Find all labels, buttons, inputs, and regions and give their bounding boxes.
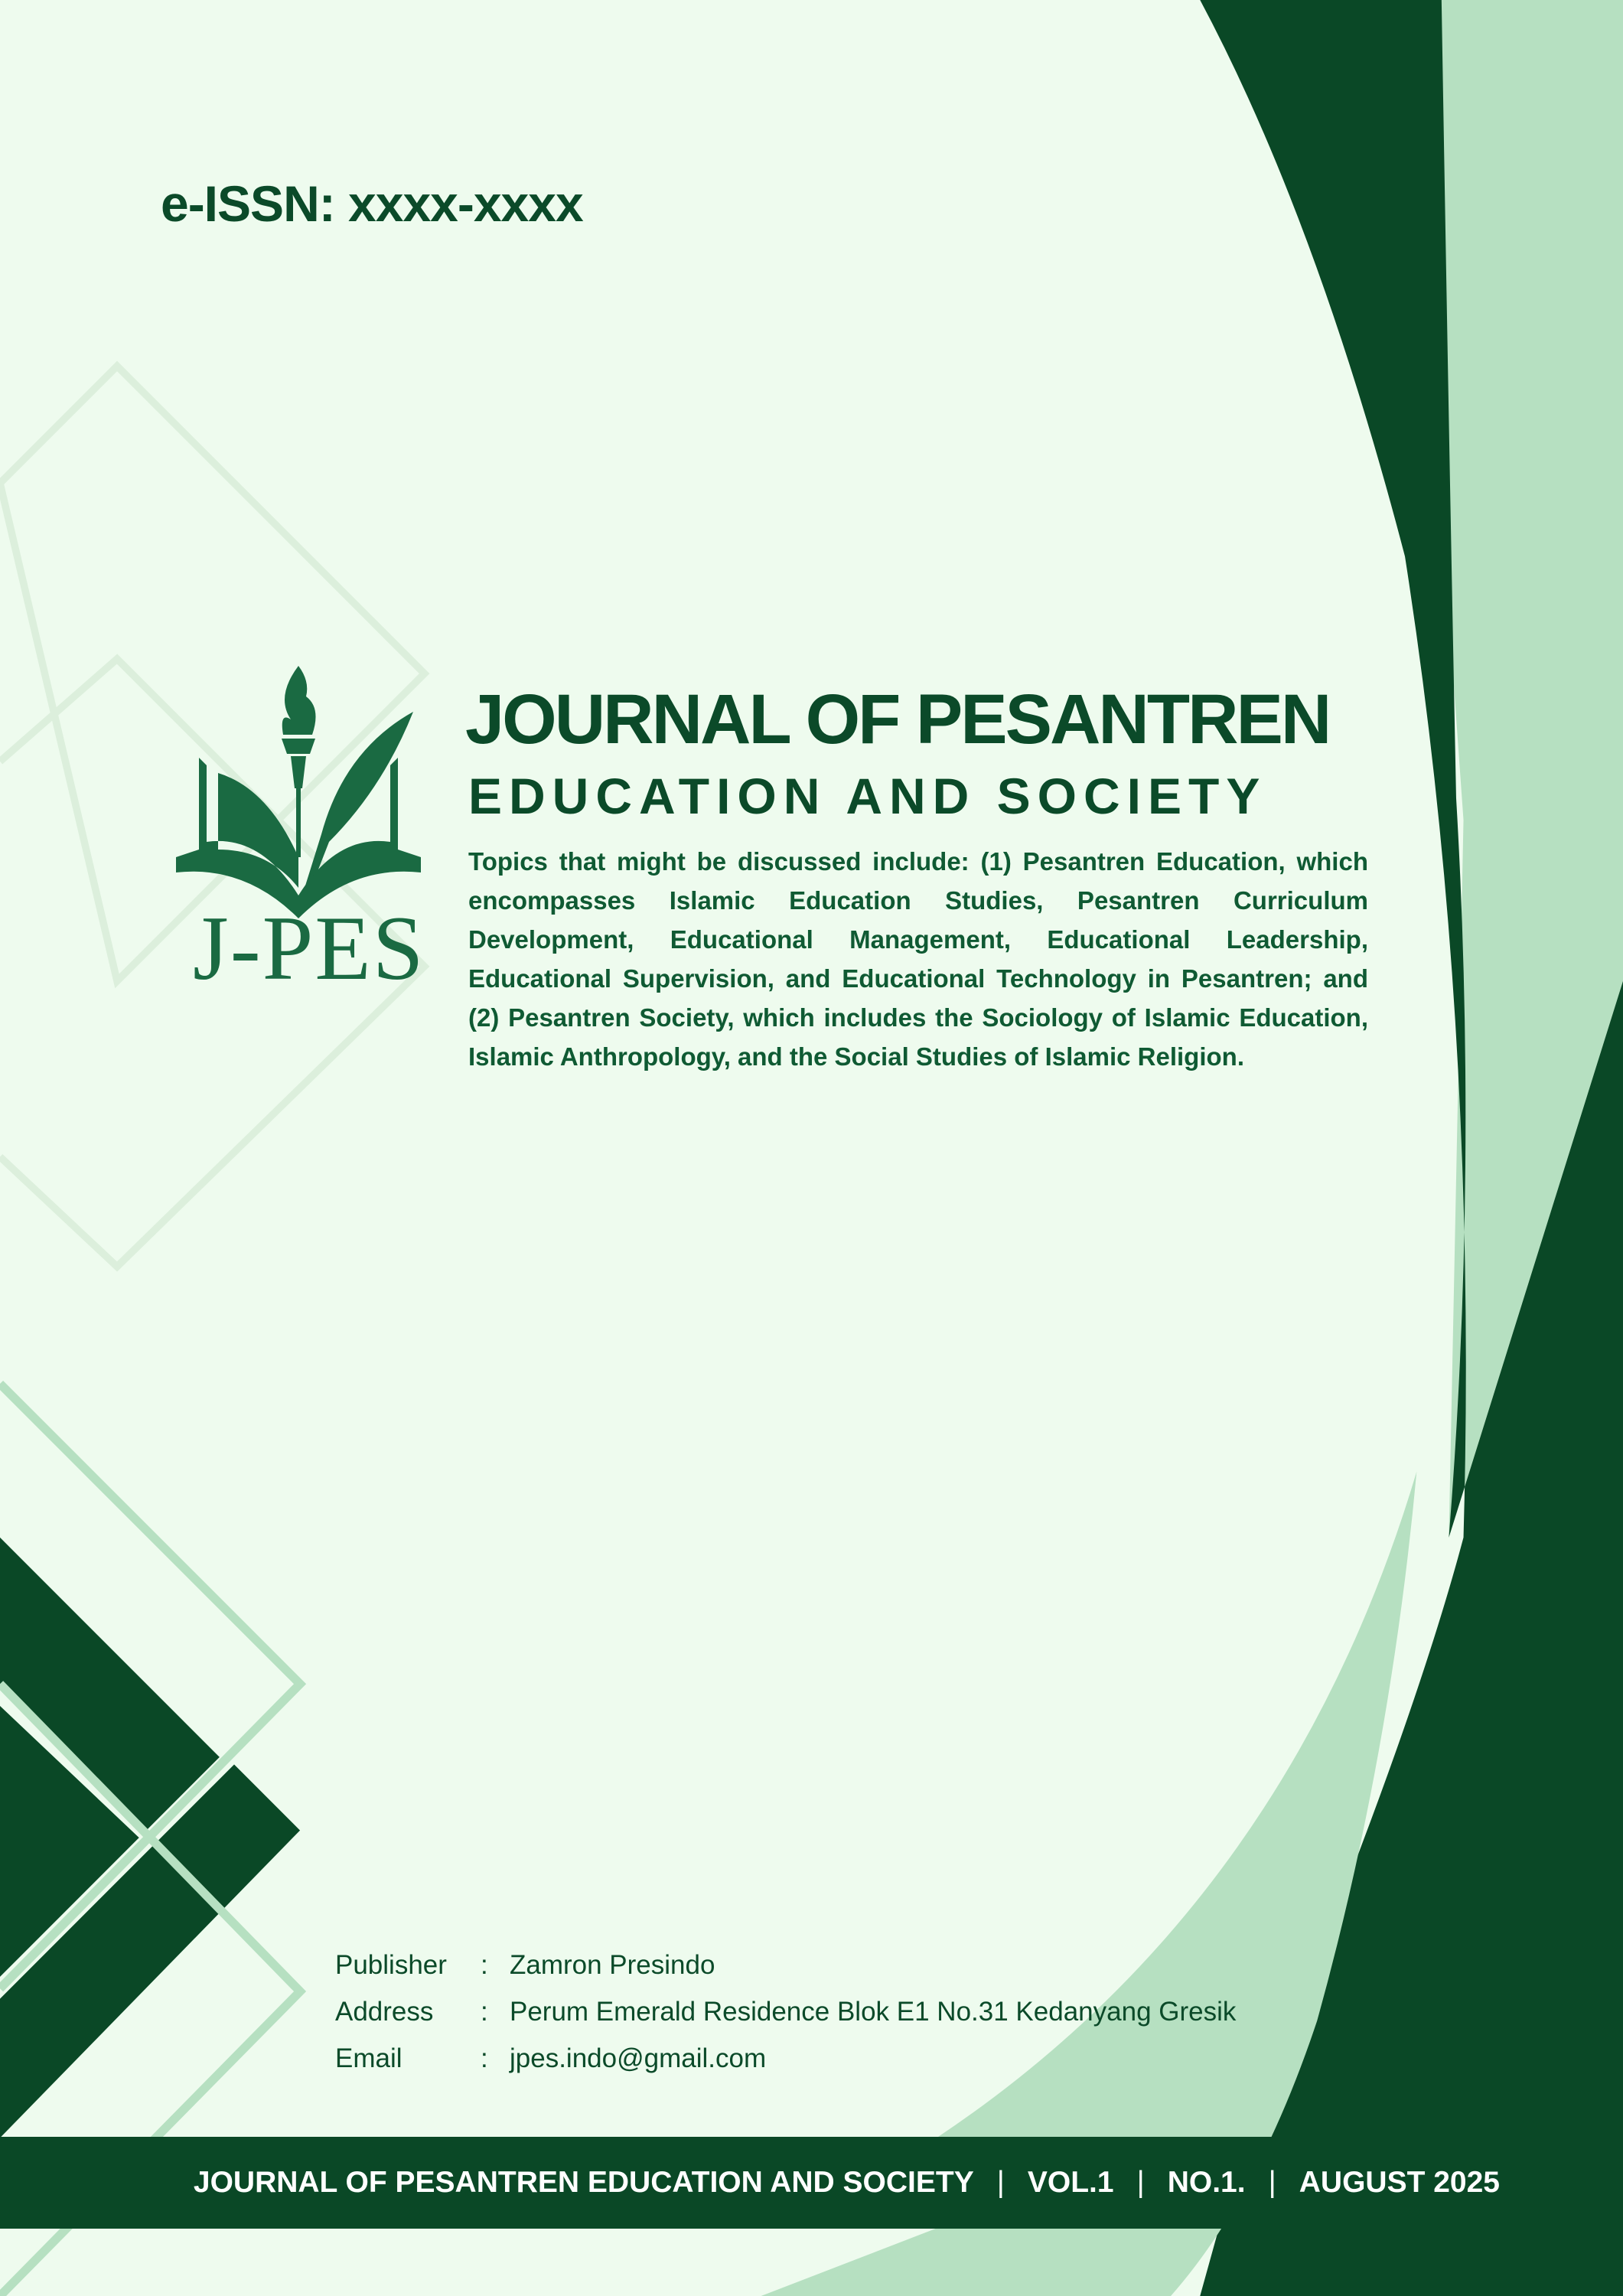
address-row <box>335 1997 1236 2027</box>
footer-separator: | <box>1268 2166 1276 2199</box>
footer-date: AUGUST 2025 <box>1299 2166 1500 2199</box>
info-colon: : <box>481 1997 488 2027</box>
journal-title-line1: JOURNAL OF PESANTREN <box>465 680 1330 758</box>
info-label: Publisher <box>335 1950 447 1980</box>
issn-label: e-ISSN: xxxx-xxxx <box>161 175 583 232</box>
logo-text: J-PES <box>193 897 425 999</box>
torch-icon <box>282 666 316 857</box>
footer-journal-name: JOURNAL OF PESANTREN EDUCATION AND SOCIETY <box>193 2166 974 2199</box>
journal-title-line2: EDUCATION AND SOCIETY <box>468 768 1267 824</box>
info-colon: : <box>481 2043 488 2073</box>
footer-separator: | <box>996 2166 1005 2199</box>
footer-separator: | <box>1136 2166 1145 2199</box>
info-colon: : <box>481 1950 488 1980</box>
address-value: Perum Emerald Residence Blok E1 No.31 Kedanyang Gresik <box>510 1997 1237 2027</box>
email-value[interactable]: jpes.indo@gmail.com <box>510 2043 767 2073</box>
footer-volume: VOL.1 <box>1027 2166 1114 2199</box>
email-row <box>335 2043 766 2074</box>
info-label: Email <box>335 2043 402 2073</box>
journal-scope-description: Topics that might be discussed include: (1) Pesantren Education, which encompasses Islamic Education Studies, Pesantren Curriculum Development, Educational Management, Educational Leadership, Educational Supervision, and Educational Technology in Pesantren; and (2) Pesantren Society, which includes the Sociology of Islamic Education, Islamic Anthropology, and the Social Studies of Islamic Religion. <box>468 847 1368 1071</box>
footer-number: NO.1. <box>1167 2166 1246 2199</box>
footer-text <box>0 2137 1500 2229</box>
info-label: Address <box>335 1997 434 2027</box>
publisher-row <box>335 1950 715 1981</box>
publisher-value: Zamron Presindo <box>510 1950 715 1980</box>
